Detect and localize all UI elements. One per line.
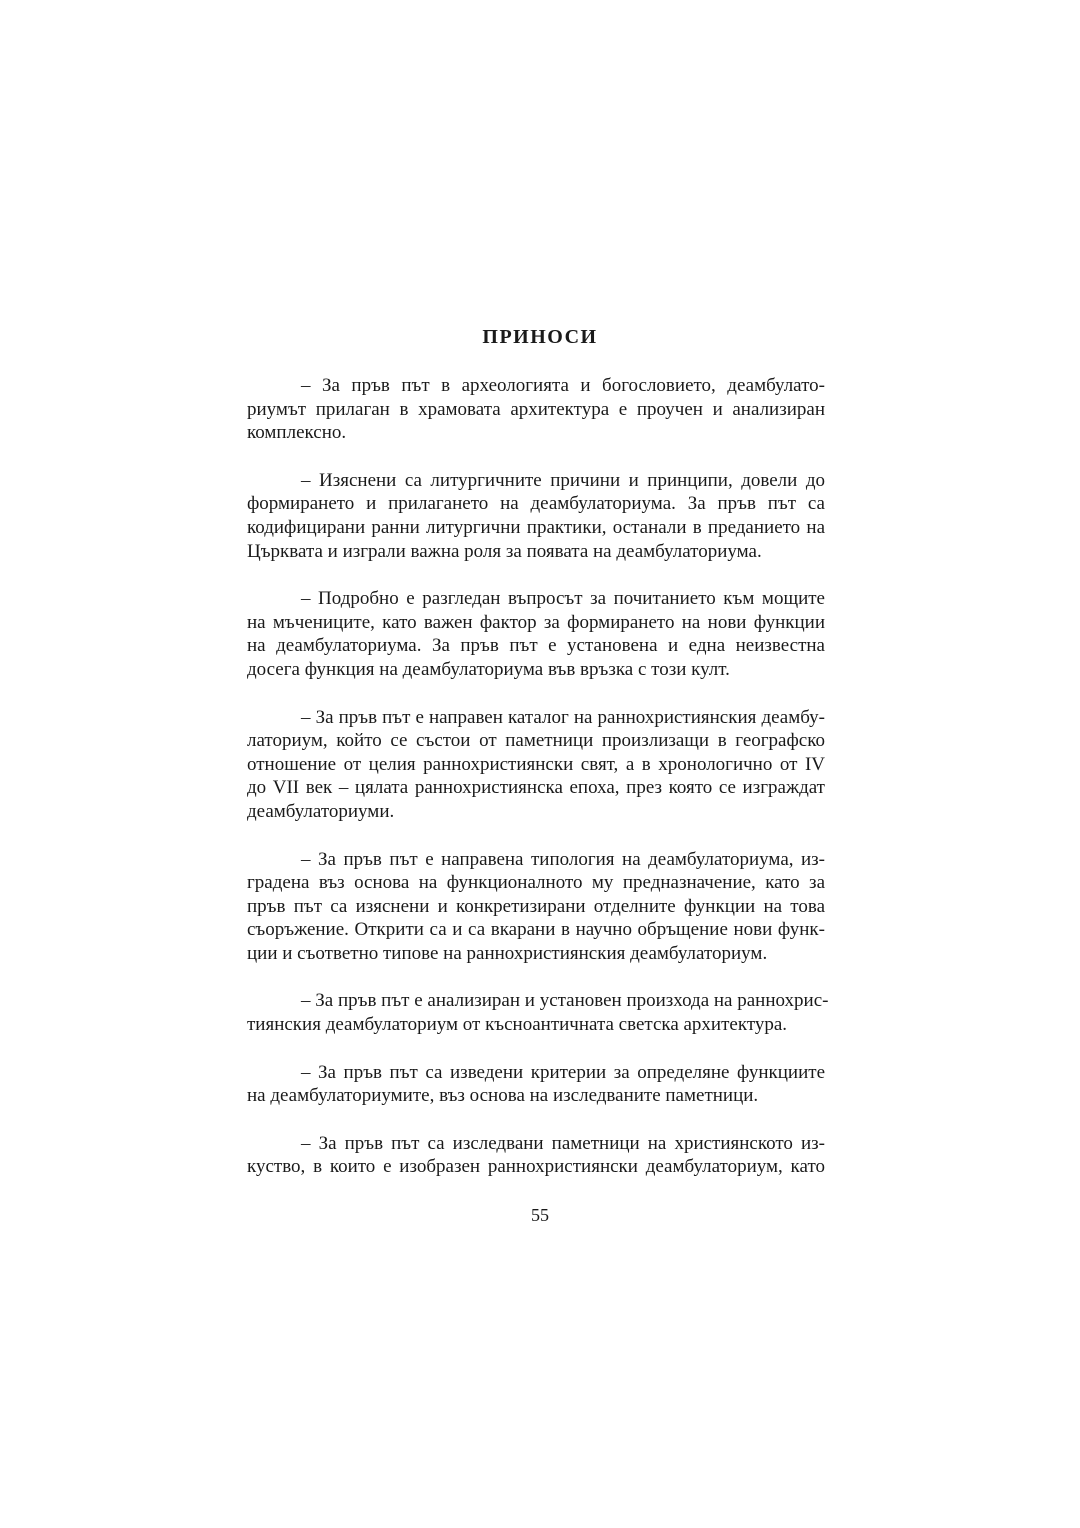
paragraph-line: – За пръв път е направен каталог на раннохристиянския деамбу- [301,706,825,728]
paragraph-2 [247,469,825,563]
paragraph-line: деамбулаториуми. [247,800,395,822]
paragraph-8 [247,1132,825,1179]
paragraph-line: на деамбулаториума. За пръв път е установена и една неизвестна [247,635,825,657]
contributions-list [247,374,829,1203]
paragraph-6 [247,989,829,1036]
paragraph-line: куство, в които е изобразен раннохристиянски деамбулаториум, като [247,1156,825,1178]
paragraph-line: тиянския деамбулаториум от късноантичната светска архитектура. [247,1014,788,1036]
paragraph-line: латориум, който се състои от паметници произлизащи в географско [247,730,825,752]
paragraph-line: – За пръв път в археологията и богословието, деамбулато- [301,375,825,396]
paragraph-line: кодифицирани ранни литургични практики, останали в преданието на [247,516,825,538]
paragraph-line: досега функция на деамбулаториума във връзка с този култ. [247,658,730,680]
page-number: 55 [531,1205,549,1225]
paragraph-line: – Подробно е разгледан въпросът за почитанието към мощите [301,588,825,610]
paragraph-line: – За пръв път са изследвани паметници на християнското из- [301,1132,825,1154]
paragraph-line: пръв път са изяснени и конкретизирани отделните функции на това [247,895,825,917]
paragraph-line: ции и съответно типове на раннохристиянския деамбулаториум. [247,942,768,964]
paragraph-5 [247,848,825,966]
paragraph-line: комплексно. [247,422,347,444]
paragraph-line: Църквата и изграли важна роля за появата на деамбулаториума. [247,540,762,562]
paragraph-7 [247,1061,825,1108]
paragraph-line: – Изяснени са литургичните причини и принципи, довели до [301,469,825,491]
paragraph-line: съоръжение. Открити са и са вкарани в научно обръщение нови функ- [247,919,825,941]
paragraph-1 [247,374,825,445]
paragraph-line: риумът прилаган в храмовата архитектура е проучен и анализиран [247,398,825,420]
paragraph-4 [247,706,825,824]
paragraph-line: до VII век – цялата раннохристиянска епоха, през която се изграждат [247,777,825,799]
paragraph-3 [247,587,825,681]
paragraph-line: – За пръв път е направена типология на деамбулаториума, из- [301,848,825,870]
page-title: ПРИНОСИ [482,326,598,348]
paragraph-line: – За пръв път са изведени критерии за определяне функциите [301,1061,825,1083]
paragraph-line: отношение от целия раннохристиянски свят, а в хронологично от IV [247,753,825,775]
paragraph-line: градена въз основа на функционалното му предназначение, като за [247,872,825,894]
paragraph-line: на деамбулаториумите, въз основа на изследваните паметници. [247,1085,759,1107]
paragraph-line: – За пръв път е анализиран и установен произхода на раннохрис- [301,990,829,1012]
paragraph-line: формирането и прилагането на деамбулаториума. За пръв път са [247,493,825,515]
paragraph-line: на мъчениците, като важен фактор за формирането на нови функции [247,611,825,633]
